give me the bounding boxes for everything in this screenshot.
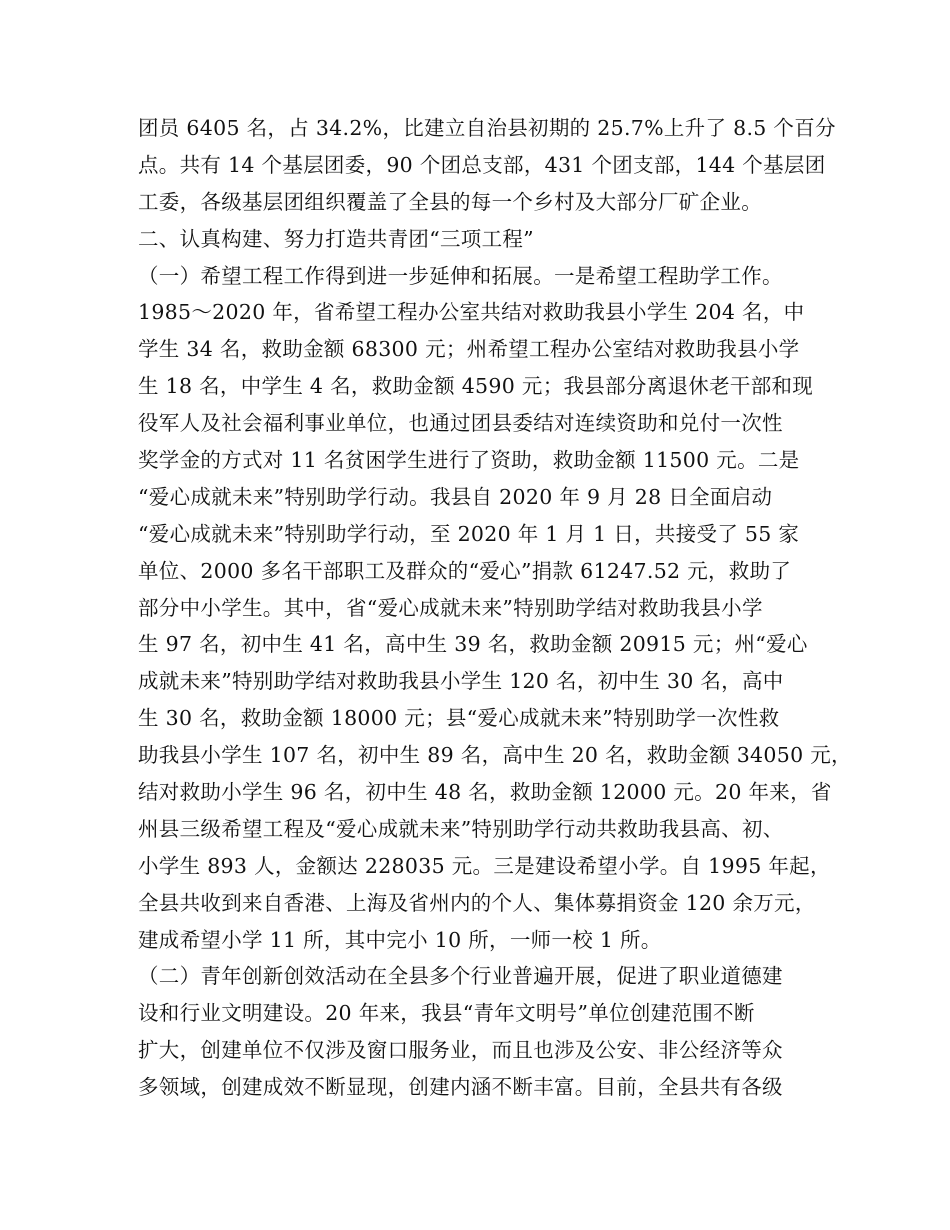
text-line: “爱心成就未来”特别助学行动，至 2020 年 1 月 1 日，共接受了 55 家 (138, 521, 800, 546)
subsection-heading-line: （二）青年创新创效活动在全县多个行业普遍开展，促进了职业道德建 (138, 964, 783, 989)
text-line: 多领域，创建成效不断显现，创建内涵不断丰富。目前，全县共有各级 (138, 1075, 783, 1100)
text-line: 全县共收到来自香港、上海及省州内的个人、集体募捐资金 120 余万元， (138, 890, 816, 915)
text-line: 1985～2020 年，省希望工程办公室共结对救助我县小学生 204 名，中 (138, 300, 805, 325)
text-line: 学生 34 名，救助金额 68300 元；州希望工程办公室结对救助我县小学 (138, 337, 800, 362)
text-line: 扩大，创建单位不仅涉及窗口服务业，而且也涉及公安、非公经济等众 (138, 1038, 783, 1063)
text-line: 团员 6405 名，占 34.2%，比建立自治县初期的 25.7%上升了 8.5 个百分 (138, 116, 836, 140)
text-line: 生 30 名，救助金额 18000 元；县“爱心成就未来”特别助学一次性救 (138, 706, 780, 731)
text-line: 工委，各级基层团组织覆盖了全县的每一个乡村及大部分厂矿企业。 (138, 189, 762, 214)
text-line: 生 18 名，中学生 4 名，救助金额 4590 元；我县部分离退休老干部和现 (138, 374, 814, 399)
text-line: 州县三级希望工程及“爱心成就未来”特别助学行动共救助我县高、初、 (138, 816, 784, 841)
text-line: 点。共有 14 个基层团委，90 个团总支部，431 个团支部，144 个基层团 (138, 152, 826, 177)
text-line: 部分中小学生。其中，省“爱心成就未来”特别助学结对救助我县小学 (138, 595, 763, 620)
text-line: 奖学金的方式对 11 名贫困学生进行了资助，救助金额 11500 元。二是 (138, 448, 800, 473)
text-line: 结对救助小学生 96 名，初中生 48 名，救助金额 12000 元。20 年来，省 (138, 780, 832, 805)
document-body (138, 110, 852, 1106)
subsection-heading-line: （一）希望工程工作得到进一步延伸和拓展。一是希望工程助学工作。 (138, 263, 783, 288)
text-line: 单位、2000 多名干部职工及群众的“爱心”捐款 61247.52 元，救助了 (138, 558, 792, 583)
text-line: 役军人及社会福利事业单位，也通过团县委结对连续资助和兑付一次性 (138, 411, 783, 436)
text-line: 建成希望小学 11 所，其中完小 10 所，一师一校 1 所。 (138, 927, 662, 952)
text-line: “爱心成就未来”特别助学行动。我县自 2020 年 9 月 28 日全面启动 (138, 484, 773, 509)
text-line: 设和行业文明建设。20 年来，我县“青年文明号”单位创建范围不断 (138, 1001, 755, 1026)
text-line: 小学生 893 人，金额达 228035 元。三是建设希望小学。自 1995 年起， (138, 853, 831, 878)
section-heading: 二、认真构建、努力打造共青团“三项工程” (138, 226, 534, 251)
text-line: 生 97 名，初中生 41 名，高中生 39 名，救助金额 20915 元；州“爱心 (138, 632, 808, 657)
text-line: 助我县小学生 107 名，初中生 89 名，高中生 20 名，救助金额 34050 元， (138, 743, 852, 768)
text-line: 成就未来”特别助学结对救助我县小学生 120 名，初中生 30 名，高中 (138, 669, 784, 694)
